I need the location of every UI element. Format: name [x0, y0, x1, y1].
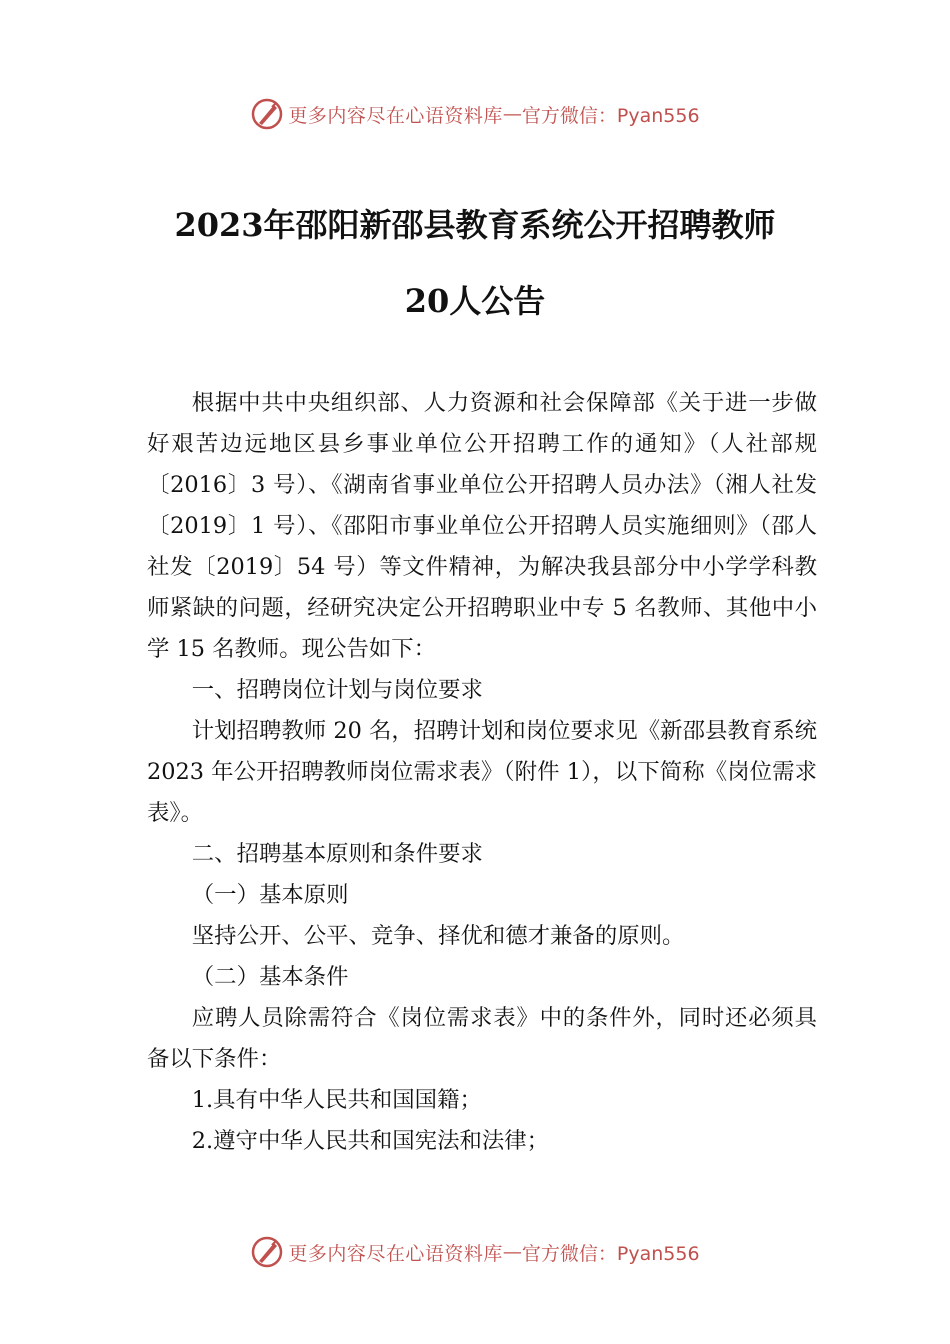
condition-item-1: 1.具有中华人民共和国国籍；	[191, 1087, 482, 1113]
banner-wechat: 官方微信：Pyan556	[521, 1242, 700, 1265]
banner-separator: —	[502, 1241, 522, 1263]
banner-text: 更多内容尽在心语资料库	[288, 1242, 503, 1265]
section-1-paragraph: 计划招聘教师 20 名，招聘计划和岗位要求见《新邵县教育系统 2023 年公开招聘教师岗位需求表》（附件 1），以下简称《岗位需求表》。	[147, 718, 817, 826]
section-2-heading: 二、招聘基本原则和条件要求	[191, 841, 483, 867]
footer-banner	[0, 1232, 950, 1272]
section-1-heading: 一、招聘岗位计划与岗位要求	[191, 677, 483, 703]
subsection-1-paragraph: 坚持公开、公平、竞争、择优和德才兼备的原则。	[191, 923, 685, 949]
intro-paragraph: 根据中共中央组织部、人力资源和社会保障部《关于进一步做好艰苦边远地区县乡事业单位公开招聘工作的通知》（人社部规〔2016〕3 号）、《湖南省事业单位公开招聘人员办法》（湘人社发〔2019〕1 号）、《邵阳市事业单位公开招聘人员实施细则》（邵人社发〔2019〕54 号）等文件精神，为解决我县部分中小学学科教师紧缺的问题，经研究决定公开招聘职业中专 5 名教师、其他中小学 15 名教师。现公告如下：	[147, 390, 817, 662]
header-banner	[0, 94, 950, 134]
subsection-2-heading: （二）基本条件	[191, 964, 349, 990]
quill-pen-logo-icon	[250, 1235, 284, 1269]
banner-text: 更多内容尽在心语资料库	[288, 104, 503, 127]
subsection-1-heading: （一）基本原则	[191, 882, 349, 908]
banner-separator: —	[502, 103, 522, 125]
condition-item-2: 2.遵守中华人民共和国宪法和法律；	[191, 1128, 550, 1154]
document-title-line-2: 20人公告	[404, 282, 546, 320]
quill-pen-logo-icon	[250, 97, 284, 131]
banner-wechat: 官方微信：Pyan556	[521, 104, 700, 127]
subsection-2-paragraph: 应聘人员除需符合《岗位需求表》中的条件外，同时还必须具备以下条件：	[147, 1005, 817, 1072]
document-body	[147, 383, 817, 1162]
document-title-line-1: 2023年邵阳新邵县教育系统公开招聘教师	[174, 206, 776, 244]
